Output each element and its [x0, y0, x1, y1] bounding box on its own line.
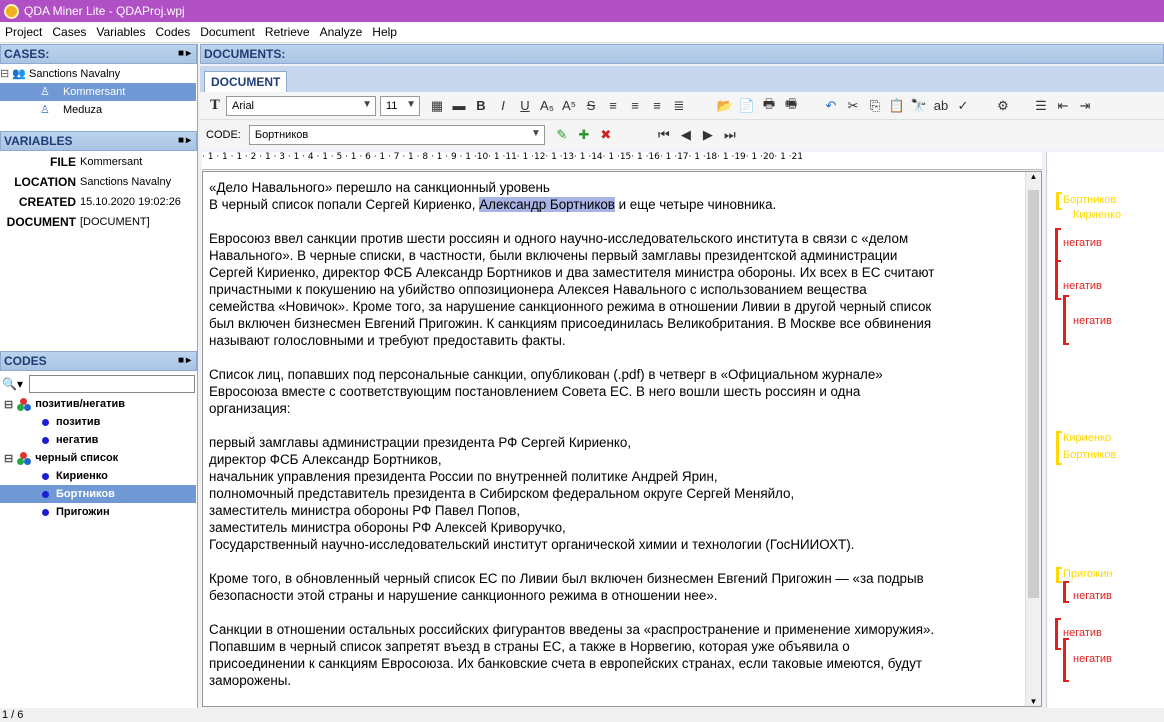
code-item[interactable]: Бортников: [0, 485, 196, 503]
person-icon: ♙: [40, 86, 50, 98]
ruler: · 1 · 1 · 1 · 2 · 1 · 3 · 1 · 4 · 1 · 5 · 1 · 6 · 1 · 7 · 1 · 8 · 1 · 9 · 1 ·10· 1 ·11· 1 ·12· 1 ·13· 1 ·14· 1 ·15· 1 ·16· 1 ·17· 1 ·18· 1 ·19· 1 ·20· 1 ·21: [202, 152, 1042, 170]
margin-code-label[interactable]: негатив: [1063, 237, 1102, 249]
code-bracket[interactable]: [1063, 295, 1069, 345]
code-item[interactable]: негатив: [0, 431, 196, 449]
code-bracket[interactable]: [1063, 581, 1069, 603]
app-icon: [4, 4, 19, 19]
menu-bar: [0, 22, 1164, 43]
tab-document[interactable]: DOCUMENT: [204, 71, 287, 92]
bold-icon[interactable]: B: [476, 98, 486, 113]
abc-icon[interactable]: ▦: [430, 97, 444, 113]
documents-header: DOCUMENTS:: [200, 44, 1164, 64]
code-dot-icon: [42, 491, 49, 498]
scroll-thumb[interactable]: [1028, 190, 1039, 598]
margin-code-label[interactable]: Бортников: [1063, 194, 1117, 206]
find-icon[interactable]: 🔭: [910, 97, 928, 113]
properties-icon[interactable]: ⚙: [997, 97, 1009, 113]
italic-icon[interactable]: I: [501, 98, 505, 113]
indent-icon[interactable]: ⇥: [1079, 97, 1091, 113]
title-bar: [0, 0, 1164, 22]
code-bracket[interactable]: [1055, 260, 1061, 300]
case-root[interactable]: ⊟ 👥 Sanctions Navalny: [0, 68, 121, 80]
code-bracket[interactable]: [1055, 618, 1061, 650]
code-dot-icon: [42, 509, 49, 516]
variable-row[interactable]: DOCUMENT [DOCUMENT]: [6, 215, 150, 229]
code-margin: [1046, 152, 1164, 708]
variable-row[interactable]: FILE Kommersant: [50, 155, 143, 169]
menu-cases[interactable]: Cases: [52, 25, 87, 39]
variable-row[interactable]: LOCATION Sanctions Navalny: [14, 175, 172, 189]
code-bracket[interactable]: [1056, 431, 1062, 465]
print-preview-icon[interactable]: 🖷: [784, 95, 798, 111]
codes-tree: [0, 373, 196, 521]
spellcheck-icon[interactable]: ✓: [957, 97, 969, 113]
code-label: CODE:: [206, 129, 241, 141]
variables-grid: [0, 152, 196, 342]
collapse-icon[interactable]: ⊟: [0, 68, 10, 80]
search-icon[interactable]: 🔍▾: [2, 377, 23, 391]
size-select[interactable]: 11 ▼: [380, 96, 420, 116]
undo-icon[interactable]: ↶: [825, 97, 837, 113]
document-text[interactable]: «Дело Навального» перешло на санкционный уровень В черный список попали Сергей Кириенко, Александр Бортников и еще четыре чиновника. Евросоюз ввел санкции против шести россиян и одного научно-исследовательского института в связи с «делом Навального». В черные списки, в частности, были включены первый замглавы президентской администрации Сергей Кириенко, директор ФСБ Александр Бортников и два заместителя министра обороны. Их всех в ЕС считают причастными к покушению на убийство оппозиционера Алексея Навального с использованием вещества семейства «Новичок». Кроме того, за нарушение санкционного режима в отношении Ливии в другой черный список был включен бизнесмен Евгений Пригожин. К санкциям присоединилась Великобритания. В Москве все обвинения называют голословными и требуют предоставить факты. Список лиц, попавших под персональные санкции, опубликован (.pdf) в четверг в «Официальном журнале» Евросоюза вместе с соответствующим постановлением Совета ЕС. В него вошли шесть россиян и одна организация: первый замглавы администрации президента РФ Сергей Кириенко, директор ФСБ Александр Бортников, начальник управления президента России по внутренней политике Андрей Ярин, полномочный представитель президента в Сибирском федеральном округе Сергей Меняйло, заместитель министра обороны РФ Павел Попов, заместитель министра обороны РФ Алексей Криворучко, Государственный научно-исследовательский институт органической химии и технологии (ГосНИИОХТ). Кроме того, в обновленный черный список ЕС по Ливии был включен бизнесмен Евгений Пригожин — «за подрыв безопасности этой страны и нарушение санкционного режима в отношении нее». Санкции в отношении остальных российских фигурантов введены за «распространение и применение химоружия». Попавшим в черный список запретят въезд в страны ЕС, а также в Норвегию, которая уже объявила о присоединении к санкциям Евросоюза. Их банковские счета в европейских странах, если таковые имеются, будут заморожены.: [209, 180, 935, 688]
code-group-icon: [17, 398, 31, 411]
code-group[interactable]: ⊟ позитив/негатив: [4, 398, 126, 411]
menu-project[interactable]: Project: [5, 25, 43, 39]
superscript-icon[interactable]: A⁵: [561, 98, 577, 113]
underline-icon[interactable]: U: [520, 98, 530, 113]
person-icon: ♙: [40, 104, 50, 116]
bullet-list-icon[interactable]: ☰: [1035, 97, 1047, 113]
panel-controls-icon[interactable]: ■▸: [177, 355, 193, 366]
code-search-input[interactable]: [29, 375, 195, 393]
align-left-icon[interactable]: ≡: [609, 98, 617, 113]
open-folder-icon[interactable]: 📂: [716, 97, 734, 113]
code-group-icon: [17, 452, 31, 465]
strikethrough-icon[interactable]: S: [586, 98, 596, 113]
panel-controls-icon[interactable]: ■▸: [177, 48, 193, 59]
case-item-kommersant[interactable]: ♙ Kommersant: [0, 83, 196, 101]
scroll-up-icon[interactable]: ▲: [1029, 172, 1038, 181]
variable-row[interactable]: CREATED 15.10.2020 19:02:26: [18, 195, 181, 209]
paste-icon[interactable]: 📋: [888, 97, 906, 113]
left-panel: [0, 44, 198, 708]
first-record-icon[interactable]: ⏮: [657, 127, 670, 142]
code-dot-icon: [42, 437, 49, 444]
prev-record-icon[interactable]: ◀: [680, 127, 691, 142]
copy-icon[interactable]: ⎘: [869, 97, 881, 113]
chevron-down-icon: ▼: [530, 128, 541, 139]
format-toolbar: [200, 92, 1164, 120]
font-select[interactable]: Arial ▼: [226, 96, 376, 116]
margin-code-label[interactable]: Кириенко: [1073, 209, 1122, 221]
print-icon[interactable]: 🖶: [762, 95, 776, 111]
cut-icon[interactable]: ✂: [847, 97, 859, 113]
code-toolbar: [200, 121, 1164, 149]
chevron-down-icon: ▼: [406, 98, 416, 110]
code-item[interactable]: Пригожин: [0, 503, 196, 521]
variables-header: VARIABLES ■▸: [0, 131, 197, 151]
code-search-row: [0, 373, 196, 395]
codes-header: CODES ■▸: [0, 351, 197, 371]
next-record-icon[interactable]: ▶: [702, 127, 713, 142]
code-bracket[interactable]: [1056, 192, 1062, 210]
code-bracket[interactable]: [1063, 638, 1069, 682]
status-bar: [0, 708, 1164, 722]
code-group[interactable]: ⊟ черный список: [4, 452, 119, 465]
code-dot-icon: [42, 419, 49, 426]
cases-tree: [0, 65, 196, 131]
menu-retrieve[interactable]: Retrieve: [264, 25, 310, 39]
align-center-icon[interactable]: ≡: [631, 98, 639, 113]
code-item[interactable]: позитив: [0, 413, 196, 431]
justify-icon[interactable]: ≣: [673, 97, 685, 113]
code-dot-icon: [42, 473, 49, 480]
subscript-icon[interactable]: A₅: [540, 98, 554, 113]
window-title: QDA Miner Lite - QDAProj.wpj: [24, 4, 185, 18]
menu-analyze[interactable]: Analyze: [319, 25, 363, 39]
code-item[interactable]: Кириенко: [0, 467, 196, 485]
last-record-icon[interactable]: ⏭: [723, 127, 736, 142]
highlight-icon[interactable]: ▬: [452, 98, 466, 113]
document-body: Евросоюз ввел санкции против шести россиян и одного научно-исследовательского института в связи с «делом Навального». В черные списки, в частности, были включены первый замглавы президентской администрации Сергей Кириенко, директор ФСБ Александр Бортников и два заместителя министра обороны. Их всех в ЕС считают причастными к покушению на убийство оппозиционера Алексея Навального с использованием вещества семейства «Новичок». Кроме того, за нарушение санкционного режима в отношении Ливии в другой черный список был включен бизнесмен Евгений Пригожин. К санкциям присоединилась Великобритания. В Москве все обвинения называют голословными и требуют предоставить факты. Список лиц, попавших под персональные санкции, опубликован (.pdf) в четверг в «Официальном журнале» Евросоюза вместе с соответствующим постановлением Совета ЕС. В него вошли шесть россиян и одна организация: первый замглавы администрации президента РФ Сергей Кириенко, директор ФСБ Александр Бортников, начальник управления президента России по внутренней политике Андрей Ярин, полномочный представитель президента в Сибирском федеральном округе Сергей Меняйло, заместитель министра обороны РФ Павел Попов, заместитель министра обороны РФ Алексей Криворучко, Государственный научно-исследовательский институт органической химии и технологии (ГосНИИОХТ). Кроме того, в обновленный черный список ЕС по Ливии был включен бизнесмен Евгений Пригожин — «за подрыв безопасности этой страны и нарушение санкционного режима в отношении нее». Санкции в отношении остальных российских фигурантов введены за «распространение и применение химоружия». Попавшим в черный список запретят въезд в страны ЕС, а также в Норвегию, которая уже объявила о присоединении к санкциям Евросоюза. Их банковские счета в европейских странах, если таковые имеются, будут заморожены.: [209, 231, 935, 688]
code-select[interactable]: Бортников ▼: [249, 125, 545, 145]
font-type-icon: T: [210, 98, 220, 113]
outdent-icon[interactable]: ⇤: [1057, 97, 1069, 113]
code-add-icon[interactable]: ✎: [556, 127, 568, 142]
margin-code-label[interactable]: Бортников: [1063, 449, 1117, 461]
documents-panel: [200, 44, 1164, 708]
align-right-icon[interactable]: ≡: [653, 98, 661, 113]
case-item-meduza[interactable]: ♙ Meduza: [40, 104, 103, 116]
scroll-down-icon[interactable]: ▼: [1029, 697, 1038, 706]
margin-code-label[interactable]: негатив: [1073, 590, 1112, 602]
margin-code-label[interactable]: негатив: [1073, 653, 1112, 665]
record-counter: 1 / 6: [2, 709, 24, 721]
margin-code-label[interactable]: негатив: [1063, 627, 1102, 639]
code-bracket[interactable]: [1056, 567, 1062, 583]
vertical-scrollbar[interactable]: [1025, 172, 1041, 706]
document-editor[interactable]: [202, 171, 1042, 707]
menu-variables[interactable]: Variables: [96, 25, 146, 39]
replace-icon[interactable]: ab: [933, 98, 949, 113]
collapse-icon[interactable]: ⊟: [4, 452, 14, 465]
margin-code-label[interactable]: негатив: [1063, 280, 1102, 292]
chevron-down-icon: ▼: [362, 98, 372, 110]
margin-code-label[interactable]: негатив: [1073, 315, 1112, 327]
people-icon: 👥: [12, 68, 26, 80]
highlighted-segment[interactable]: Александр Бортников: [479, 197, 615, 212]
pdf-icon[interactable]: 📄: [738, 97, 756, 113]
menu-document[interactable]: Document: [200, 25, 255, 39]
menu-help[interactable]: Help: [372, 25, 397, 39]
cases-header: CASES: ■▸: [0, 44, 197, 64]
margin-code-label[interactable]: Пригожин: [1063, 568, 1113, 580]
code-add-all-icon[interactable]: ✚: [578, 127, 590, 142]
collapse-icon[interactable]: ⊟: [4, 398, 14, 411]
panel-controls-icon[interactable]: ■▸: [177, 135, 193, 146]
margin-code-label[interactable]: Кириенко: [1063, 432, 1112, 444]
tab-strip: [200, 66, 1164, 92]
code-remove-icon[interactable]: ✖: [600, 127, 612, 142]
code-bracket[interactable]: [1055, 228, 1061, 262]
menu-codes[interactable]: Codes: [155, 25, 191, 39]
